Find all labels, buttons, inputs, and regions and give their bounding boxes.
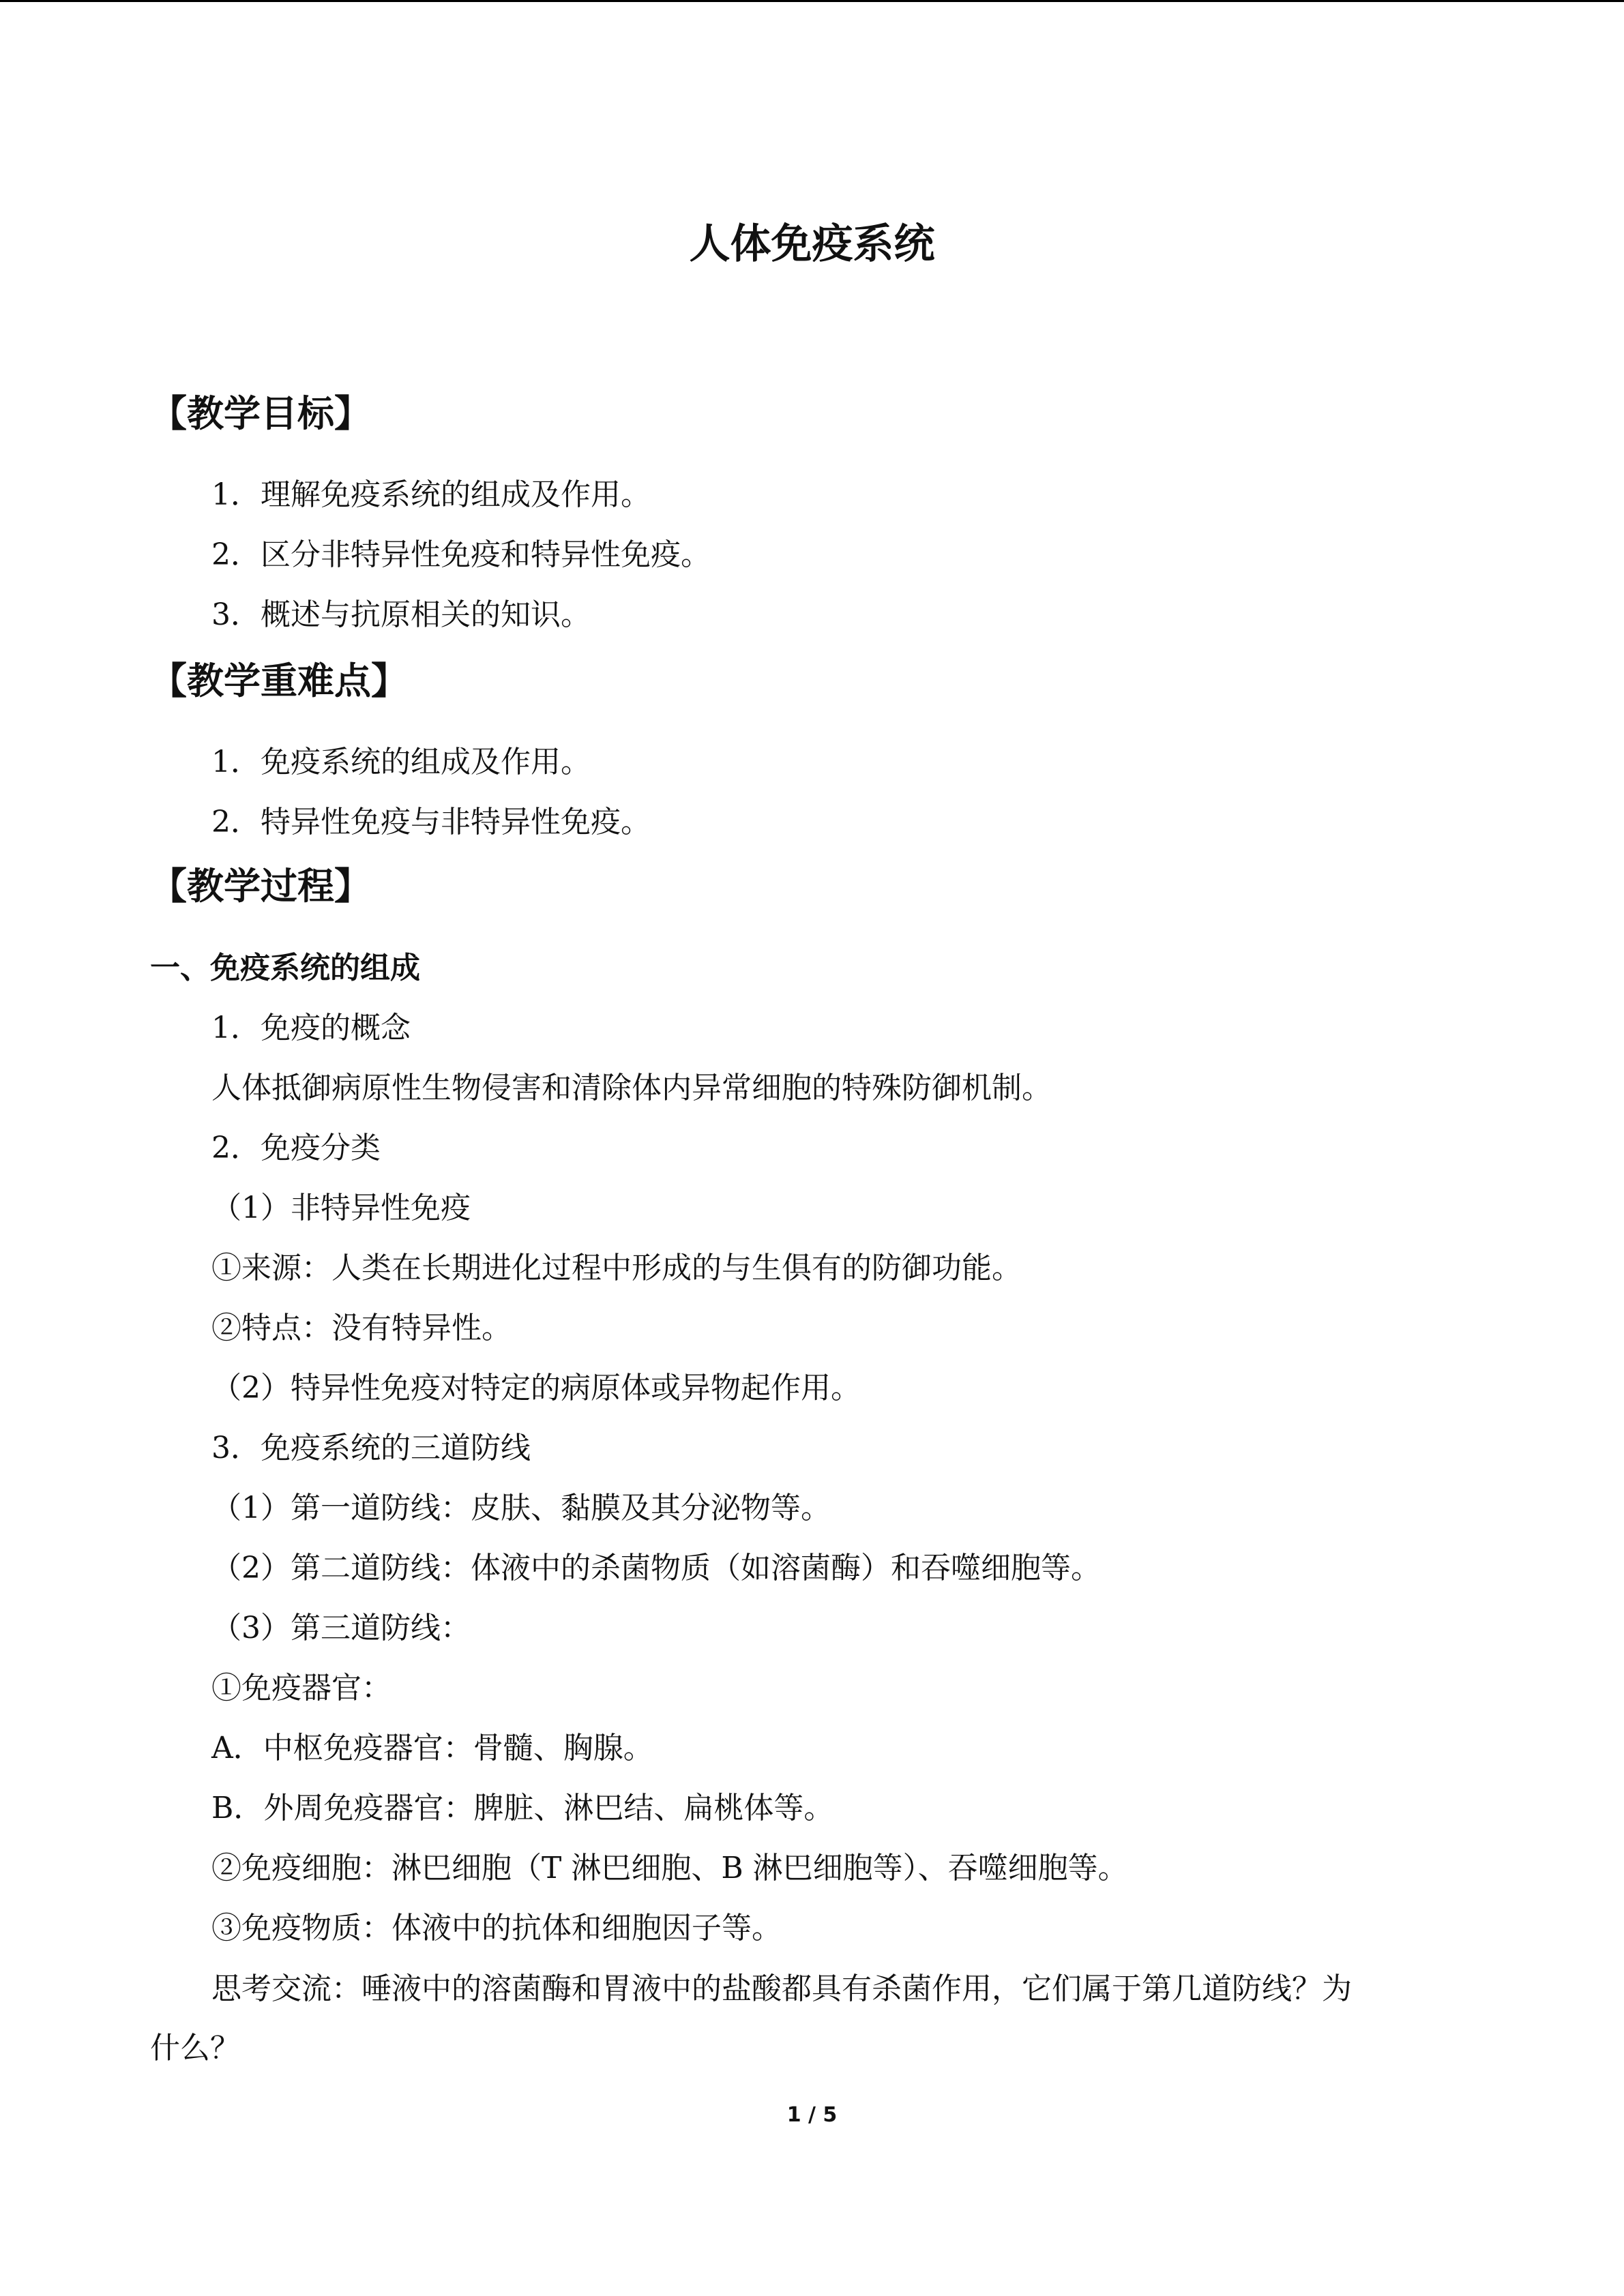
process-line-16: ③免疫物质：体液中的抗体和细胞因子等。: [211, 1911, 782, 1945]
process-line-12: ①免疫器官：: [211, 1671, 392, 1705]
page-number: 1 / 5: [786, 2103, 838, 2127]
process-heading: 【教学过程】: [150, 864, 371, 908]
key-point-item-2: 2．特异性免疫与非特异性免疫。: [211, 805, 651, 839]
process-line-2: 人体抵御病原性生物侵害和清除体内异常细胞的特殊防御机制。: [211, 1071, 1052, 1105]
process-line-8: 3．免疫系统的三道防线: [211, 1431, 531, 1465]
key-points-heading: 【教学重难点】: [150, 659, 408, 702]
goal-item-1: 1．理解免疫系统的组成及作用。: [211, 477, 651, 512]
process-line-6: ②特点：没有特异性。: [211, 1311, 512, 1345]
process-line-5: ①来源：人类在长期进化过程中形成的与生俱有的防御功能。: [211, 1251, 1022, 1285]
process-line-3: 2．免疫分类: [211, 1131, 381, 1165]
think-question-line-2: 什么？: [150, 2031, 240, 2066]
process-line-7: （2）特异性免疫对特定的病原体或异物起作用。: [211, 1371, 861, 1405]
process-line-11: （3）第三道防线：: [211, 1611, 471, 1645]
goal-item-2: 2．区分非特异性免疫和特异性免疫。: [211, 537, 711, 572]
part1-heading: 一、免疫系统的组成: [150, 951, 420, 985]
process-line-13: A．中枢免疫器官：骨髓、胸腺。: [211, 1731, 653, 1765]
process-line-1: 1．免疫的概念: [211, 1011, 411, 1045]
process-line-15: ②免疫细胞：淋巴细胞（T 淋巴细胞、B 淋巴细胞等）、吞噬细胞等。: [211, 1851, 1128, 1885]
process-line-10: （2）第二道防线：体液中的杀菌物质（如溶菌酶）和吞噬细胞等。: [211, 1551, 1101, 1585]
process-line-14: B．外周免疫器官：脾脏、淋巴结、扁桃体等。: [211, 1791, 834, 1825]
process-line-4: （1）非特异性免疫: [211, 1191, 471, 1225]
key-point-item-1: 1．免疫系统的组成及作用。: [211, 745, 591, 779]
page-title: 人体免疫系统: [689, 220, 935, 268]
goal-item-3: 3．概述与抗原相关的知识。: [211, 597, 591, 632]
top-border: [0, 0, 1624, 2]
process-line-9: （1）第一道防线：皮肤、黏膜及其分泌物等。: [211, 1491, 831, 1525]
goals-heading: 【教学目标】: [150, 391, 371, 435]
think-question-line-1: 思考交流：唾液中的溶菌酶和胃液中的盐酸都具有杀菌作用，它们属于第几道防线？为: [211, 1971, 1352, 2006]
